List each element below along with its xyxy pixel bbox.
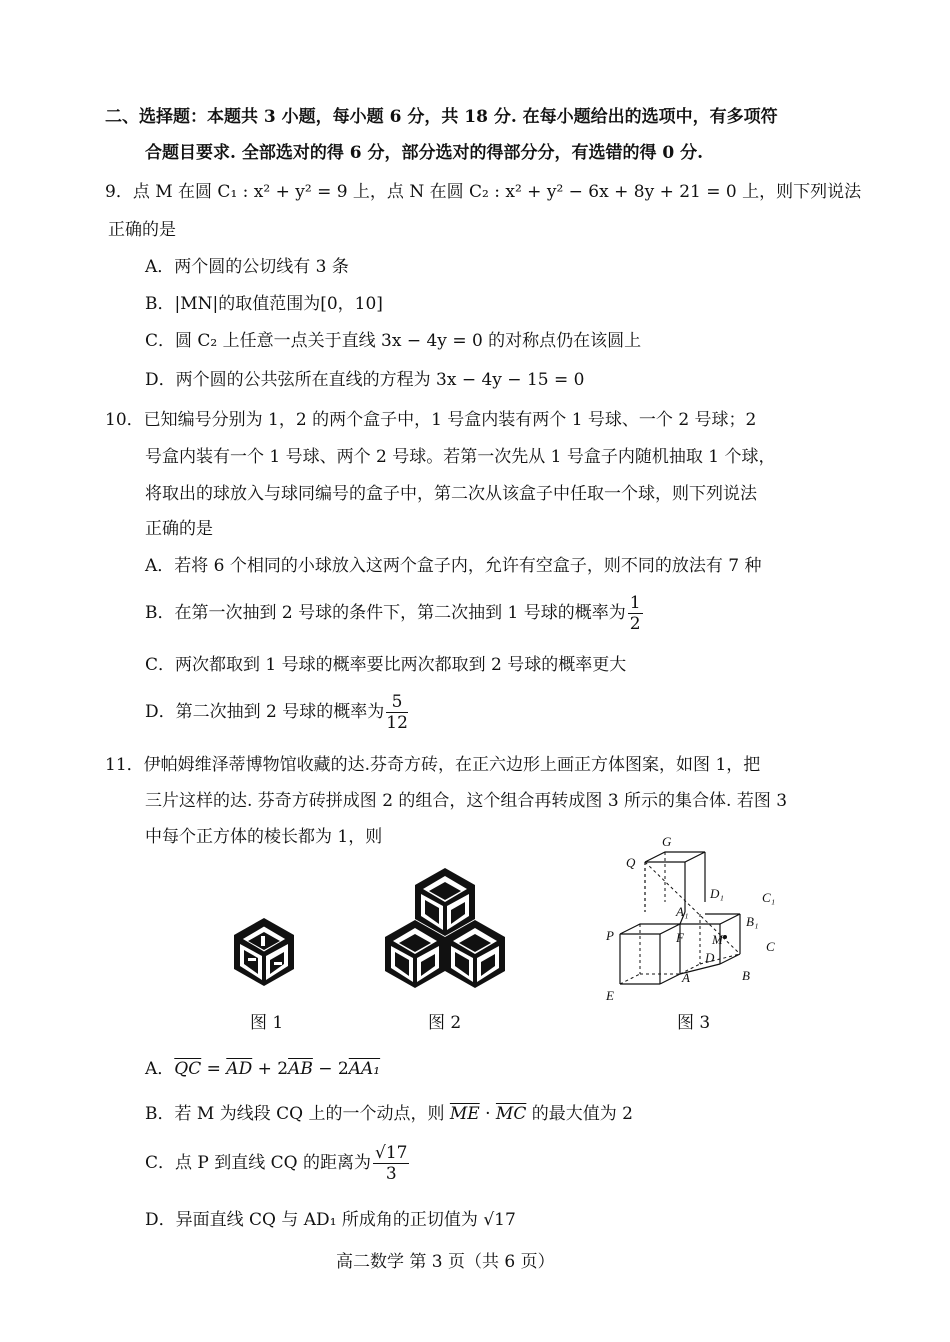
q11-stem-line3: 中每个正方体的棱长都为 1，则 — [145, 827, 383, 847]
vector-ad: $\overline{AD}$ — [226, 1059, 253, 1079]
q10-stem-line1: 10．已知编号分别为 1，2 的两个盒子中，1 号盒内装有两个 1 号球、一个 2 号球；2 — [105, 410, 757, 430]
q11-option-a — [145, 1058, 380, 1080]
q9-option-b: B．|MN|的取值范围为[0，10] — [145, 294, 383, 314]
option-d-value: √17 — [483, 1210, 516, 1230]
label-A: A — [682, 970, 690, 985]
q11-stem-line2: 三片这样的达. 芬奇方砖拼成图 2 的组合，这个组合再转成图 3 所示的集合体. 若图 3 — [145, 791, 788, 811]
q10-stem-line2: 号盒内装有一个 1 号球、两个 2 号球。若第一次先从 1 号盒子内随机抽取 1 个球， — [145, 447, 776, 467]
figure-2-caption: 图 2 — [428, 1013, 462, 1033]
q9-stem-line1: 9．点 M 在圆 C₁ : x² + y² = 9 上，点 N 在圆 C₂ : x² + y² − 6x + 8y + 21 = 0 上，则下列说法 — [105, 182, 862, 202]
fraction-denominator: 12 — [386, 713, 408, 733]
fraction-numerator: √17 — [375, 1143, 408, 1163]
minus: − 2 — [312, 1059, 349, 1079]
q11-option-d — [145, 1209, 516, 1231]
option-b-text1: B．若 M 为线段 CQ 上的一个动点，则 — [145, 1104, 450, 1124]
section-header-line2: 合题目要求. 全部选对的得 6 分，部分选对的得部分分，有选错的得 0 分. — [145, 143, 704, 163]
label-C1: C₁ — [762, 890, 776, 905]
label-G: G — [662, 834, 672, 849]
option-b-text2: 的最大值为 2 — [526, 1104, 633, 1124]
figure-3-cubes — [600, 834, 790, 1006]
vector-me: $\overline{ME}$ — [449, 1104, 480, 1124]
page-footer: 高二数学 第 3 页（共 6 页） — [336, 1252, 555, 1272]
vector-qc: $\overline{QC}$ — [174, 1059, 202, 1079]
label-A1: A₁ — [676, 904, 689, 919]
vector-ab: $\overline{AB}$ — [288, 1059, 313, 1079]
label-F: F — [676, 930, 684, 945]
label-D: D — [705, 950, 715, 965]
q9-option-c: C．圆 C₂ 上任意一点关于直线 3x − 4y = 0 的对称点仍在该圆上 — [145, 331, 642, 351]
fraction-numerator: 5 — [386, 692, 408, 713]
q10-option-d — [145, 691, 410, 733]
label-B1: B₁ — [746, 914, 759, 929]
q11-option-c-fraction — [373, 1143, 409, 1184]
q10-option-b-fraction — [628, 593, 643, 634]
figure-1-tile — [228, 916, 300, 988]
q10-option-b-text: B．在第一次抽到 2 号球的条件下，第二次抽到 1 号球的概率为 — [145, 603, 626, 623]
q11-stem-line1: 11．伊帕姆维泽蒂博物馆收藏的达.芬奇方砖，在正六边形上画正方体图案，如图 1，把 — [105, 755, 761, 775]
fraction-denominator: 3 — [385, 1164, 397, 1184]
option-d-text: D．异面直线 CQ 与 AD₁ 所成角的正切值为 — [145, 1210, 484, 1230]
label-M: M — [712, 932, 723, 947]
q9-option-a: A．两个圆的公切线有 3 条 — [145, 257, 349, 277]
label-B: B — [742, 968, 750, 983]
option-letter: A． — [145, 1059, 175, 1079]
equals: = — [201, 1059, 227, 1079]
figure-1-caption: 图 1 — [250, 1013, 284, 1033]
label-C: C — [766, 939, 775, 954]
q11-option-b — [145, 1103, 633, 1125]
q9-option-d: D．两个圆的公共弦所在直线的方程为 3x − 4y − 15 = 0 — [145, 370, 585, 390]
q11-option-c — [145, 1141, 411, 1185]
label-E: E — [606, 988, 614, 1003]
label-P: P — [606, 928, 614, 943]
q10-option-a: A．若将 6 个相同的小球放入这两个盒子内，允许有空盒子，则不同的放法有 7 种 — [145, 556, 762, 576]
label-D1: D₁ — [710, 886, 724, 901]
fraction-denominator: 2 — [629, 614, 641, 634]
option-c-text: C．点 P 到直线 CQ 的距离为 — [145, 1153, 372, 1173]
vector-aa1: AA₁ — [348, 1059, 381, 1079]
plus: + 2 — [252, 1059, 289, 1079]
section-header-line1: 二、选择题：本题共 3 小题，每小题 6 分，共 18 分. 在每小题给出的选项中，有多项符 — [105, 107, 778, 127]
q10-option-d-fraction — [386, 692, 408, 733]
dot: · — [479, 1104, 496, 1124]
q10-option-c: C．两次都取到 1 号球的概率要比两次都取到 2 号球的概率更大 — [145, 655, 627, 675]
figure-2-tiles — [380, 866, 510, 990]
label-Q: Q — [626, 855, 636, 870]
q10-stem-line3: 将取出的球放入与球同编号的盒子中，第二次从该盒子中任取一个球，则下列说法 — [145, 484, 757, 504]
q10-stem-line4: 正确的是 — [145, 519, 213, 539]
vector-mc: $\overline{MC}$ — [495, 1104, 527, 1124]
fraction-numerator: 1 — [629, 593, 641, 613]
q9-stem-line2: 正确的是 — [108, 220, 176, 240]
q10-option-b — [145, 592, 645, 634]
figure-3-caption: 图 3 — [677, 1013, 711, 1033]
q10-option-d-text: D．第二次抽到 2 号球的概率为 — [145, 702, 385, 722]
